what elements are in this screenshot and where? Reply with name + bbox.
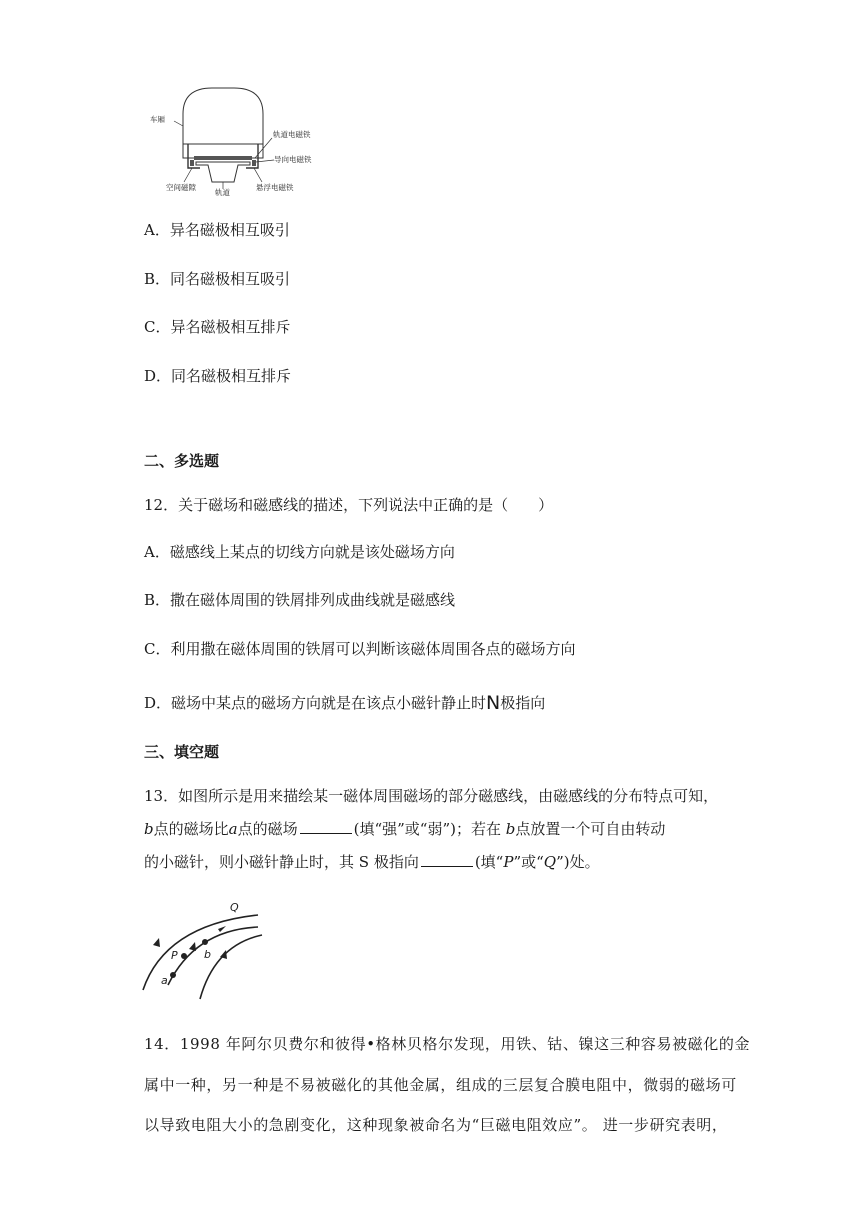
q12-stem: 12．关于磁场和磁感线的描述，下列说法中正确的是（ ）: [144, 496, 554, 514]
label-a: a: [161, 974, 168, 987]
q12-option-b: B．撒在磁体周围的铁屑排列成曲线就是磁感线: [144, 591, 456, 609]
label-gap: 空间磁隙: [166, 183, 196, 192]
q11-option-a: A．异名磁极相互吸引: [144, 221, 290, 239]
q12-option-d: D．磁场中某点的磁场方向就是在该点小磁针静止时N极指向: [144, 692, 546, 714]
q13-line3: 的小磁针，则小磁针静止时，其 S 极指向 (填“P”或“Q”)处。: [144, 853, 600, 871]
q13-line2: b点的磁场比a点的磁场 (填“强”或“弱”)；若在 b点放置一个可自由转动: [144, 820, 666, 838]
label-car: 车厢: [150, 115, 165, 124]
q12-option-c: C．利用撒在磁体周围的铁屑可以判断该磁体周围各点的磁场方向: [144, 640, 576, 658]
q14-line1: 14．1998 年阿尔贝费尔和彼得•格林贝格尔发现，用铁、钴、镍这三种容易被磁化的金: [144, 1035, 751, 1053]
label-b: b: [204, 948, 211, 961]
point-b: [202, 939, 208, 945]
q11-option-c: C．异名磁极相互排斥: [144, 318, 291, 336]
track-shape: [196, 162, 250, 182]
field-line-inner: [200, 935, 262, 999]
q13-line1: 13．如图所示是用来描绘某一磁体周围磁场的部分磁感线，由磁感线的分布特点可知，: [144, 787, 719, 805]
track-magnet: [194, 156, 252, 160]
answer-blank-1[interactable]: [300, 819, 352, 834]
label-p: P: [171, 949, 178, 962]
point-p: [181, 953, 187, 959]
section2-title: 二、多选题: [144, 452, 220, 470]
answer-blank-2[interactable]: [421, 852, 473, 867]
q14-line2: 属中一种，另一种是不易被磁化的其他金属，组成的三层复合膜电阻中，微弱的磁场可: [144, 1076, 737, 1094]
q14-line3: 以导致电阻大小的急剧变化，这种现象被命名为“巨磁电阻效应”。 进一步研究表明，: [144, 1116, 728, 1134]
point-a: [170, 972, 176, 978]
car-body-outline: [183, 88, 263, 158]
label-track: 轨道: [215, 188, 230, 197]
section3-title: 三、填空题: [144, 743, 220, 761]
right-guide-magnet: [252, 160, 256, 166]
q12-option-a: A．磁感线上某点的切线方向就是该处磁场方向: [144, 543, 455, 561]
field-arrow-4: [218, 926, 226, 932]
q11-option-b: B．同名磁极相互吸引: [144, 270, 291, 288]
n-pole-symbol: N: [486, 692, 501, 714]
field-arrow-2: [189, 942, 196, 951]
maglev-diagram: [150, 86, 330, 198]
label-guide-magnet: 导向电磁铁: [274, 155, 312, 164]
label-q: Q: [230, 901, 239, 914]
q11-option-d: D．同名磁极相互排斥: [144, 367, 292, 385]
label-levitation-magnet: 悬浮电磁铁: [256, 183, 294, 192]
field-lines-diagram: [140, 895, 270, 1005]
label-track-magnet: 轨道电磁铁: [273, 130, 311, 139]
field-arrow-1: [153, 938, 160, 947]
left-guide-magnet: [190, 160, 194, 166]
